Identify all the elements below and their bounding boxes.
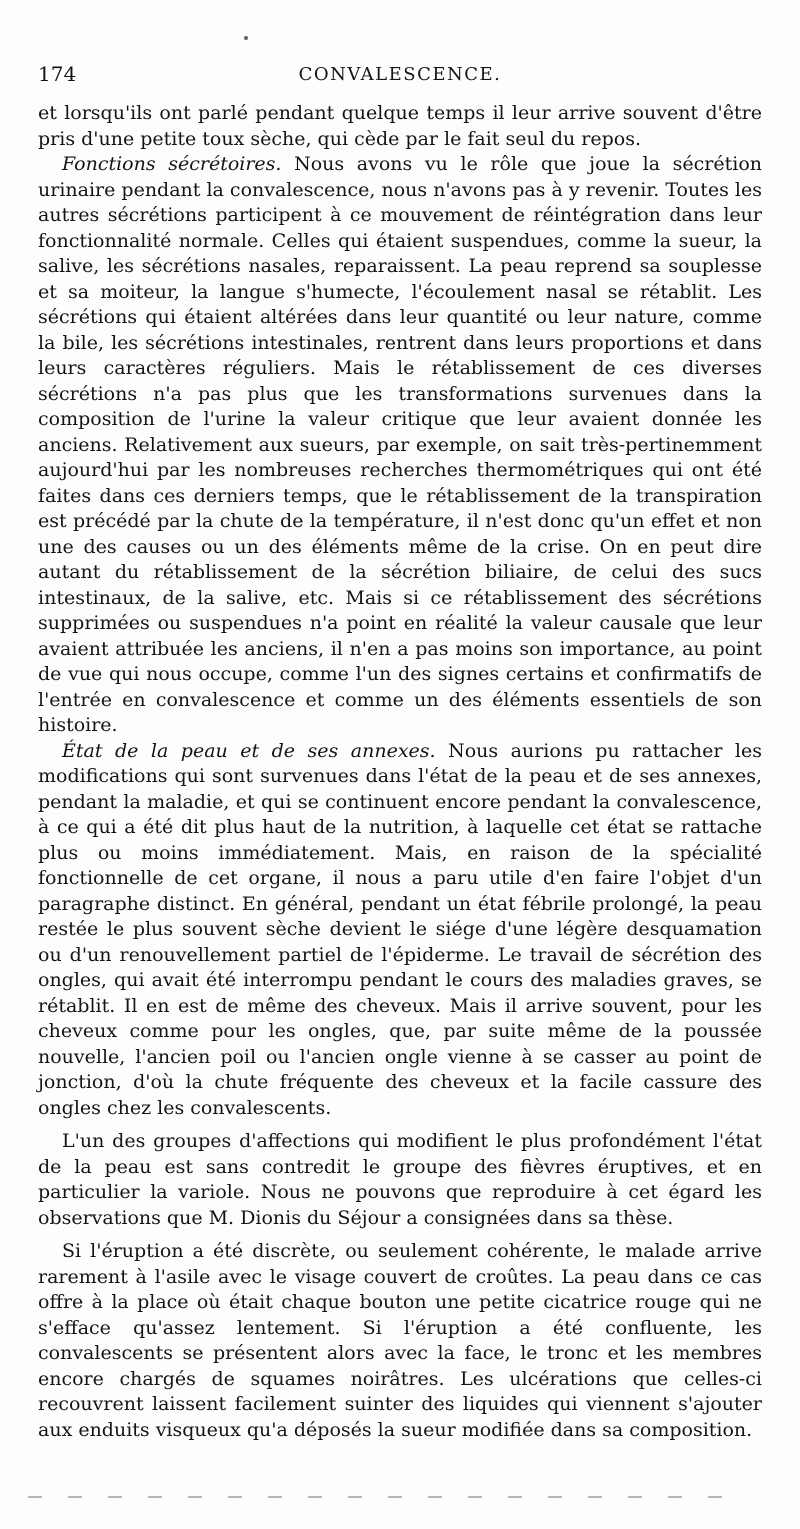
section-heading: Fonctions sécrétoires.: [62, 153, 282, 175]
paragraph: [38, 1239, 762, 1443]
bottom-print-artifact: [28, 1496, 728, 1498]
section-heading: État de la peau et de ses annexes.: [62, 739, 436, 762]
paragraph: [38, 1129, 762, 1231]
paragraph-text: Si l'éruption a été discrète, ou seulement cohérente, le malade arrive rarement à l'asile avec le visage couvert de croûtes. La peau dans ce cas offre à la place où était chaque bouton une petite cicatrice rouge qui ne s'efface qu'assez lentement. Si l'éruption a été confluente, les convalescents se présentent alors avec la face, le tronc et les membres encore chargés de squames noirâtres. Les ulcérations que celles-ci recouvrent laissent facilement suinter des liquides qui viennent s'ajouter aux enduits visqueux qu'a déposés la sueur modifiée dans sa composition.: [38, 1240, 762, 1441]
print-speck: [244, 36, 248, 40]
body-text: [38, 101, 762, 1443]
paragraph-text: et lorsqu'ils ont parlé pendant quelque temps il leur arrive souvent d'être pris d'une petite toux sèche, qui cède par le fait seul du repos.: [38, 102, 762, 150]
paragraph: [38, 101, 762, 152]
paragraph: [38, 739, 762, 1122]
paragraph-text: Nous avons vu le rôle que joue la sécrétion urinaire pendant la convalescence, nous n'avons pas à y revenir. Toutes les autres sécrétions participent à ce mouvement de réintégration dans leur fonctionnalité normale. Celles qui étaient suspendues, comme la sueur, la salive, les sécrétions nasales, reparaissent. La peau reprend sa souplesse et sa moiteur, la langue s'humecte, l'écoulement nasal se rétablit. Les sécrétions qui étaient altérées dans leur quantité ou leur nature, comme la bile, les sécrétions intestinales, rentrent dans leurs proportions et dans leurs caractères réguliers. Mais le rétablissement de ces diverses sécrétions n'a pas plus que les transformations survenues dans la composition de l'urine la valeur critique que leur avaient donnée les anciens. Relativement aux sueurs, par exemple, on sait très-pertinemment aujourd'hui par les nombreuses recherches thermométriques qui ont été faites dans ces derniers temps, que le rétablissement de la transpiration est précédé par la chute de la température, il n'est donc qu'un effet et non une des causes ou un des éléments même de la crise. On en peut dire autant du rétablissement de la sécrétion biliaire, de celui des sucs intestinaux, de la salive, etc. Mais si ce rétablissement des sécrétions supprimées ou suspendues n'a point en réalité la valeur causale que leur avaient attribuée les anciens, il n'en a pas moins son importance, au point de vue qui nous occupe, comme l'un des signes certains et confirmatifs de l'entrée en convalescence et comme un des éléments essentiels de son histoire.: [38, 153, 762, 736]
running-title: CONVALESCENCE.: [298, 64, 502, 85]
page-header: [38, 62, 762, 92]
paragraph: [38, 152, 762, 739]
paragraph-text: Nous aurions pu rattacher les modifications qui sont survenues dans l'état de la peau et de ses annexes, pendant la maladie, et qui se continuent encore pendant la convalescence, à ce qui a été dit plus haut de la nutrition, à laquelle cet état se rattache plus ou moins immédiatement. Mais, en raison de la spécialité fonctionnelle de cet organe, il nous a paru utile d'en faire l'objet d'un paragraphe distinct. En général, pendant un état fébrile prolongé, la peau restée le plus souvent sèche devient le siége d'une légère desquamation ou d'un renouvellement partiel de l'épiderme. Le travail de sécrétion des ongles, qui avait été interrompu pendant le cours des maladies graves, se rétablit. Il en est de même des cheveux. Mais il arrive souvent, pour les cheveux comme pour les ongles, que, par suite même de la poussée nouvelle, l'ancien poil ou l'ancien ongle vienne à se casser au point de jonction, d'où la chute fréquente des cheveux et la facile cassure des ongles chez les convalescents.: [38, 739, 762, 1119]
paragraph-text: L'un des groupes d'affections qui modifient le plus profondément l'état de la peau est sans contredit le groupe des fièvres éruptives, et en particulier la variole. Nous ne pouvons que reproduire à cet égard les observations que M. Dionis du Séjour a consignées dans sa thèse.: [38, 1130, 762, 1229]
page-number: 174: [38, 62, 77, 86]
